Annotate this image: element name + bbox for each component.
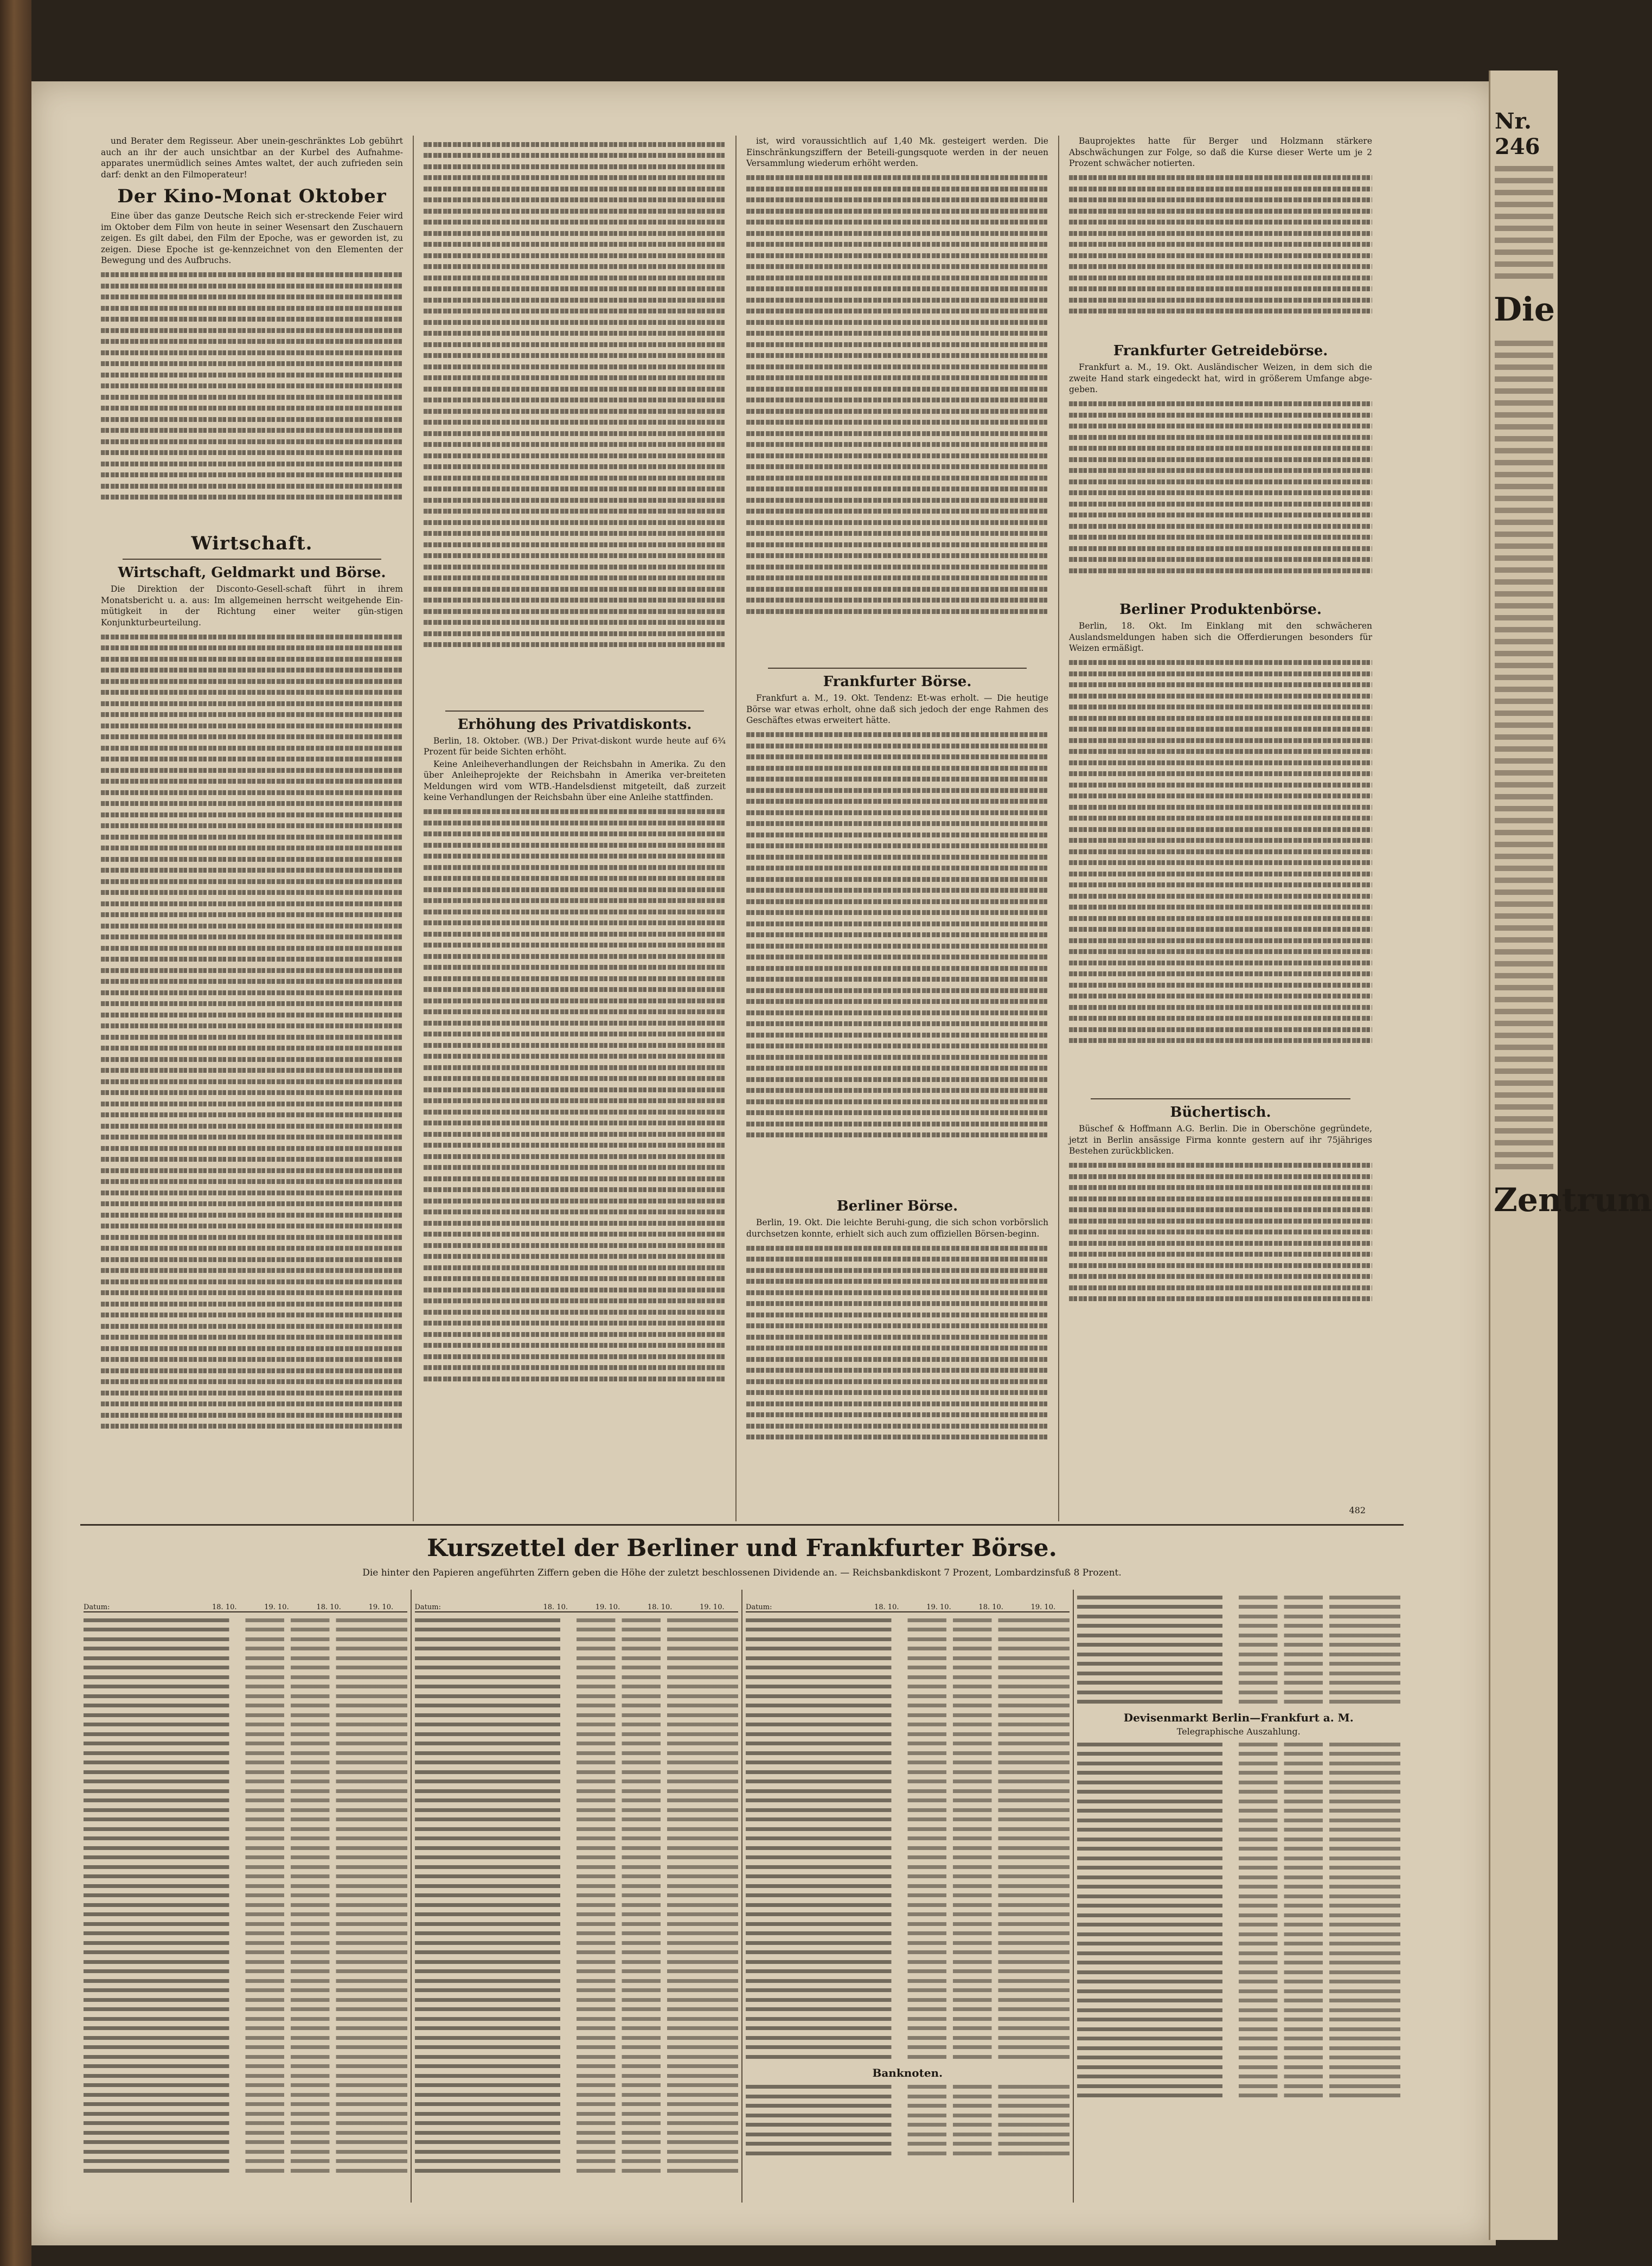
devisen-subtitle: Telegraphische Auszahlung. (1176, 1726, 1301, 1737)
table-rows (746, 2085, 1070, 2155)
banknotes-title: Banknoten. (872, 2066, 943, 2079)
market-title: Kurszettel der Berliner und Frankfurter Börse. (427, 1534, 1057, 1562)
article-columns (91, 136, 1382, 1521)
column-1 (91, 136, 414, 1521)
text-block (746, 732, 1048, 1193)
divider (1091, 1098, 1350, 1099)
divider (445, 710, 704, 712)
frankfurter-boerse-body: Frankfurt a. M., 19. Okt. Tendenz: Et-was erholt. — Die heutige Börse war etwas erholt, ohne daß sich jedoch der enge Rahmen des Geschäftes etwas erweitert hätte. (746, 693, 1048, 725)
market-note: Die hinter den Papieren angeführten Ziffern geben die Höhe der zuletzt beschlossenen Dividende an. — Reichsbankdiskont 7 Prozent, Lombardzinsfuß 8 Prozent. (362, 1567, 1122, 1578)
adjacent-heading-2: Zentrum (1494, 1181, 1652, 1219)
table-rows (1077, 1596, 1401, 1704)
page-number: 482 (1349, 1505, 1366, 1515)
stock-column (742, 1590, 1074, 2203)
privatdiskont-body: Keine Anleiheverhandlungen der Reichsbahn in Amerika. Zu den über Anleiheprojekte der Reichsbahn in Amerika ver-breiteten Meldungen wird vom WTB.-Handelsdienst mitgeteilt, daß zurzeit keine Verhandlungen der Reichsbahn über eine Anleihe stattfinden. (424, 759, 726, 802)
text-block (1069, 660, 1372, 1094)
text-block (1069, 1163, 1372, 1326)
text-block (101, 272, 403, 527)
devisen-title: Devisenmarkt Berlin—Frankfurt a. M. (1123, 1711, 1354, 1724)
table-rows (1077, 1743, 1401, 2098)
text-block (1069, 175, 1372, 338)
frankfurter-boerse-heading: Frankfurter Börse. (823, 674, 972, 690)
berliner-boerse-body: Berlin, 19. Okt. Die leichte Beruhi-gung, die sich schon vorbörslich durchsetzen konnte, erhielt sich auch zum offiziellen Börsen-beginn. (746, 1218, 1048, 1239)
text-block (424, 809, 726, 1449)
berliner-boerse-heading: Berliner Börse. (836, 1198, 958, 1214)
column-4 (1059, 136, 1382, 1521)
column-2 (414, 136, 737, 1521)
getreideboerse-body: Frankfurt a. M., 19. Okt. Ausländischer Weizen, in dem sich die zweite Hand stark eingedeckt hat, wird in größerem Umfange abge-geben. (1069, 362, 1372, 394)
issue-label: Nr. 246 (1495, 108, 1540, 159)
kino-heading: Der Kino-Monat Oktober (117, 185, 387, 207)
col1-top-paragraph: und Berater dem Regisseur. Aber unein-geschränktes Lob gebührt auch an ihr der auch unsichtbar an der Kurbel des Aufnahme-apparates unermüdlich seines Amtes waltet, der auch zufrieden sein darf: denkt an den Filmoperateur! (101, 136, 403, 180)
text-block (746, 1246, 1048, 1474)
getreideboerse-heading: Frankfurter Getreidebörse. (1113, 343, 1328, 359)
table-rows (746, 1618, 1070, 2059)
wirtschaft-heading: Wirtschaft. (191, 533, 313, 554)
col4-top-paragraph: Bauprojektes hatte für Berger und Holzmann stärkere Abschwächungen zur Folge, so daß die Kurse dieser Werte um je 2 Prozent schwächer notierten. (1069, 136, 1372, 168)
table-rows (415, 1618, 739, 2173)
kino-body: Eine über das ganze Deutsche Reich sich er-streckende Feier wird im Oktober dem Film von heute in seiner Wesensart den Zuschauern zeigen. Es gilt dabei, den Film der Epoche, was er geworden ist, zu zeigen. Diese Epoche ist ge-kennzeichnet von den Elementen der Bewegung und des Aufbruchs. (101, 211, 403, 265)
text-block (101, 635, 403, 1502)
divider (123, 559, 381, 560)
column-header: Datum: 18. 10. 19. 10. 18. 10. 19. 10. (746, 1590, 1070, 1612)
stock-column (80, 1590, 412, 2203)
column-header: Datum: 18. 10. 19. 10. 18. 10. 19. 10. (415, 1590, 739, 1612)
newspaper-page (31, 81, 1496, 2245)
boerse-body: Die Direktion der Disconto-Gesell-schaft führt in ihrem Monatsbericht u. a. aus: Im allgemeinen herrscht weitgehende Ein-mütigkeit in der Richtung einer weiter gün-stigen Konjunkturbeurteilung. (101, 584, 403, 628)
buechertisch-body: Büschef & Hoffmann A.G. Berlin. Die in Oberschöne gegründete, jetzt in Berlin ansässige Firma konnte gestern auf ihr 75jähriges Bestehen zurückblicken. (1069, 1124, 1372, 1156)
col3-top-paragraph: ist, wird voraussichtlich auf 1,40 Mk. gesteigert werden. Die Einschränkungsziffern der Beteili-gungsquote werden in der neuen Versammlung wiederum erhöht werden. (746, 136, 1048, 168)
text-block (424, 142, 726, 706)
table-rows (84, 1618, 407, 2173)
currency-column (1074, 1590, 1404, 2203)
adjacent-heading: Die (1494, 291, 1555, 329)
produktenboerse-body: Berlin, 18. Okt. Im Einklang mit den schwächeren Auslandsmeldungen haben sich die Offerdierungen besonders für Weizen ermäßigt. (1069, 621, 1372, 653)
privatdiskont-heading: Erhöhung des Privatdiskonts. (457, 716, 692, 733)
boerse-heading: Wirtschaft, Geldmarkt und Börse. (118, 565, 386, 581)
book-binding (0, 0, 31, 2266)
adjacent-page-edge (1489, 71, 1652, 2240)
produktenboerse-heading: Berliner Produktenbörse. (1119, 601, 1322, 618)
stock-table-section (80, 1524, 1404, 2209)
stock-column (412, 1590, 743, 2203)
text-block (746, 175, 1048, 663)
privatdiskont-dateline: Berlin, 18. Oktober. (WB.) Der Privat-diskont wurde heute auf 6¾ Prozent für beide Sichten erhöht. (424, 735, 726, 757)
text-block (1069, 401, 1372, 597)
divider (768, 668, 1027, 669)
column-3 (737, 136, 1059, 1521)
buechertisch-heading: Büchertisch. (1170, 1104, 1271, 1121)
stock-table (80, 1590, 1404, 2203)
column-header: Datum: 18. 10. 19. 10. 18. 10. 19. 10. (84, 1590, 407, 1612)
